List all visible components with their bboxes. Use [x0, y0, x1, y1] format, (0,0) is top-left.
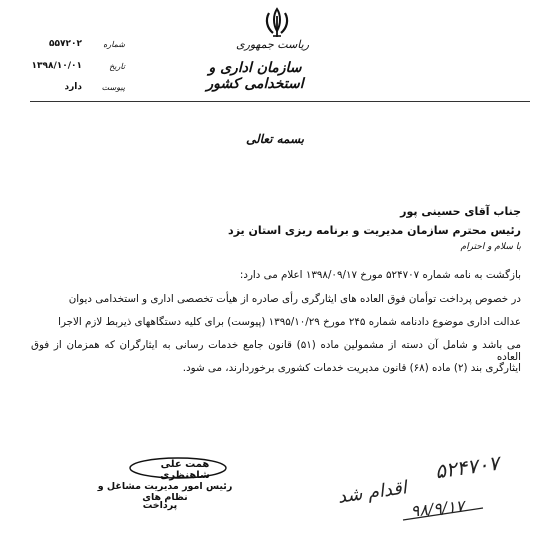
handwritten-note: [318, 448, 528, 528]
meta-number-value: ۵۵۷۲۰۲: [49, 39, 82, 49]
signatory-title: رئیس امور مدیریت مشاغل و نظام های: [97, 481, 233, 503]
body-paragraph-line: بازگشت به نامه شماره ۵۲۴۷۰۷ مورخ ۱۳۹۸/۰۹/۱۷ اعلام می دارد:: [239, 269, 521, 281]
greeting: با سلام و احترام: [460, 242, 521, 252]
meta-date-label: تاریخ: [109, 62, 125, 71]
meta-date-value: ۱۳۹۸/۱۰/۰۱: [31, 61, 82, 71]
handwritten-date: ۹۸/۹/۱۷: [409, 496, 466, 521]
body-paragraph-line: در خصوص پرداخت توأمان فوق العاده های ایثارگری رأی صادره از هیأت تخصصی اداری و استخدامی دیوان: [68, 293, 521, 305]
recipient-title: رئیس محترم سازمان مدیریت و برنامه ریزی استان یزد: [228, 224, 521, 237]
invocation: بسمه تعالی: [245, 132, 305, 146]
body-paragraph-line: ایثارگری بند (۲) ماده (۶۸) قانون مدیریت خدمات کشوری برخوردارند، می شود.: [182, 362, 521, 374]
header-divider: [30, 101, 530, 102]
org-line-organization: سازمان اداری و استخدامی کشور: [206, 60, 304, 92]
meta-number-label: شماره: [103, 40, 125, 49]
iran-emblem-icon: [262, 6, 292, 40]
recipient-name: جناب آقای حسینی پور: [400, 205, 521, 218]
org-line-presidency: ریاست جمهوری: [235, 38, 310, 51]
handwritten-action: اقدام شد: [336, 477, 409, 508]
signatory-title-continued: پرداخت: [142, 500, 178, 511]
meta-attachment-label: پیوست: [101, 83, 125, 92]
handwritten-number: ۵۲۴۷۰۷: [433, 450, 501, 484]
body-paragraph-line: می باشد و شامل آن دسته از مشمولین ماده (۵۱) قانون جامع خدمات رسانی به ایثارگران که همزمان از فوق العاده: [31, 339, 521, 363]
body-paragraph-line: عدالت اداری موضوع دادنامه شماره ۲۴۵ مورخ ۱۳۹۵/۱۰/۲۹ (پیوست) برای کلیه دستگاههای ذیربط لازم الاجرا: [58, 316, 521, 328]
meta-attachment-value: دارد: [64, 82, 82, 92]
signatory-name: همت علی شاهنظری: [160, 459, 210, 481]
